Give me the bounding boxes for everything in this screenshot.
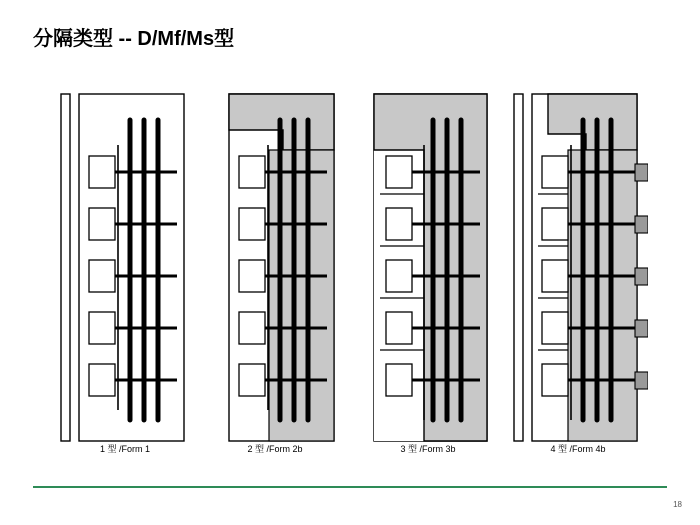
panel-form-2b-drawing — [205, 90, 345, 445]
panel-form-2b — [205, 90, 345, 465]
diagram-panels — [0, 90, 700, 465]
panel-form-2b-caption: 2 型 /Form 2b — [247, 444, 303, 454]
panel-form-4b — [508, 90, 648, 465]
page-number: 18 — [673, 500, 682, 509]
panel-form-3b-caption: 3 型 /Form 3b — [400, 444, 456, 454]
panel-form-1-drawing — [55, 90, 195, 445]
panel-form-1 — [55, 90, 195, 465]
panel-form-3b-drawing — [358, 90, 498, 445]
page-title: 分隔类型 -- D/Mf/Ms型 — [33, 28, 235, 50]
panel-form-4b-caption: 4 型 /Form 4b — [550, 444, 606, 454]
panel-form-4b-drawing — [508, 90, 648, 445]
panel-form-1-caption: 1 型 /Form 1 — [99, 444, 150, 454]
footer-divider — [33, 486, 667, 488]
panel-form-3b — [358, 90, 498, 465]
